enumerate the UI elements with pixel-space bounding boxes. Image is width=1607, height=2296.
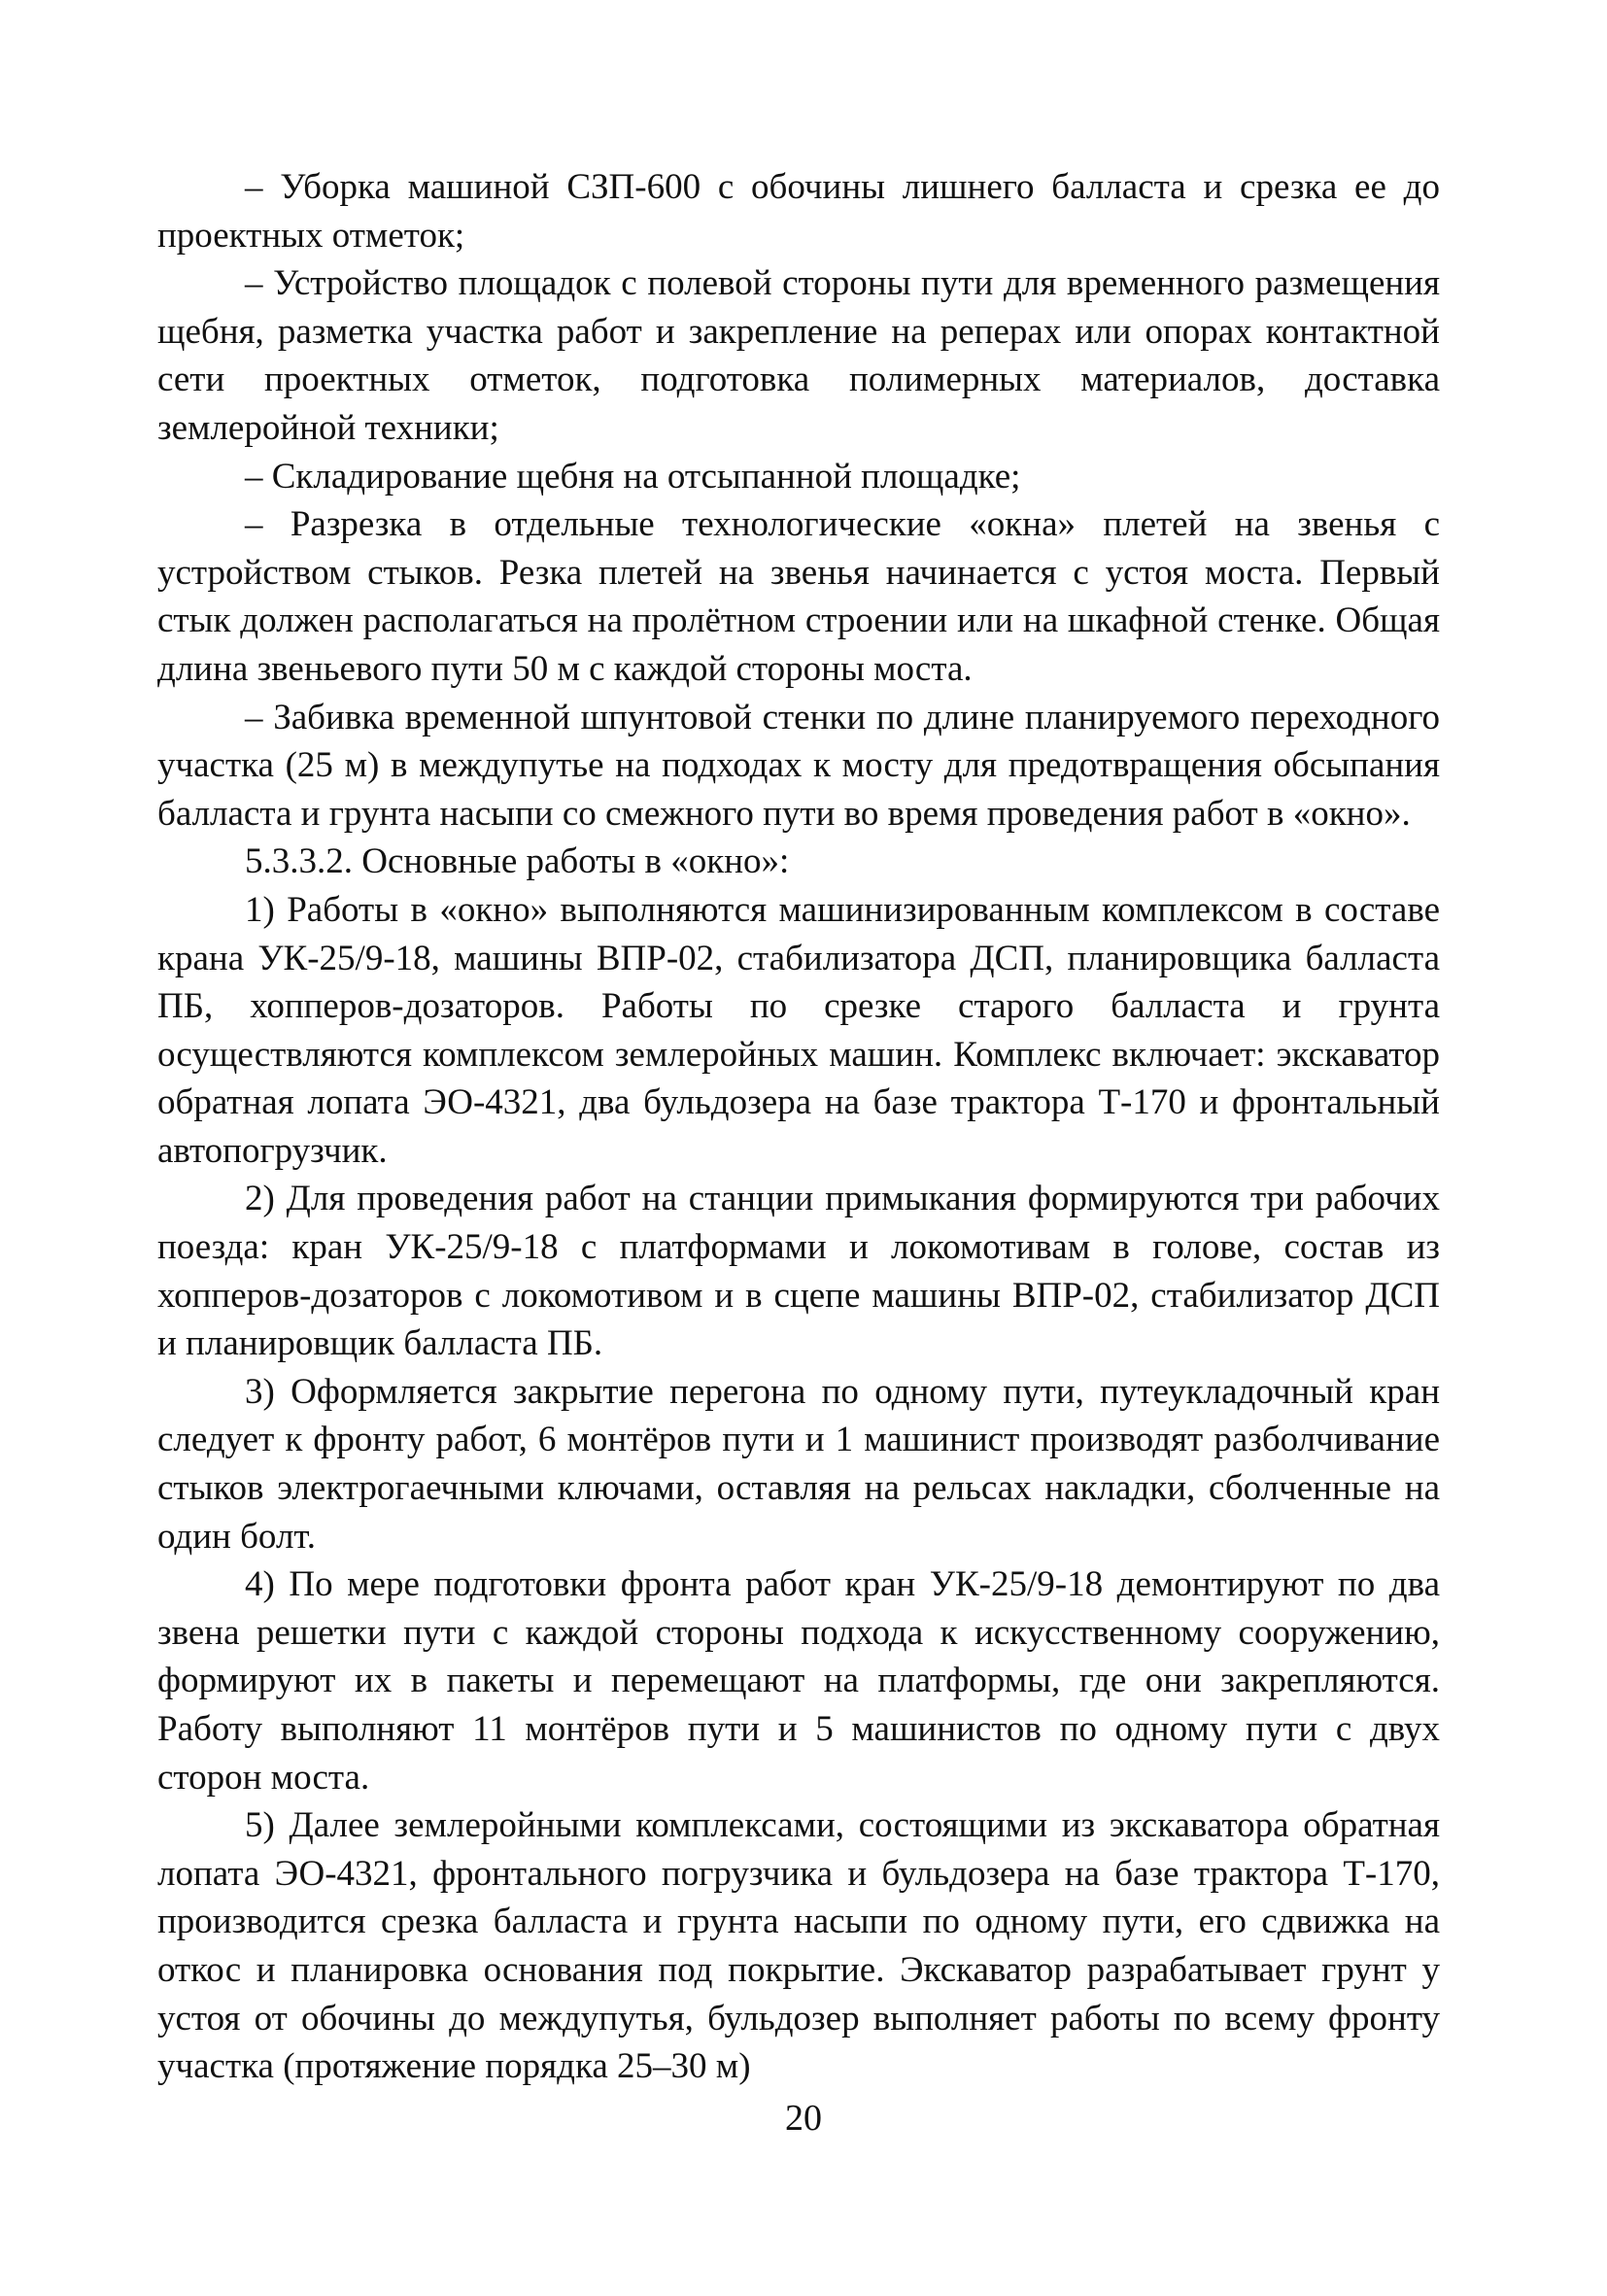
paragraph-item-4: 4) По мере подготовки фронта работ кран УК-25/9-18 демонтируют по два звена решетки пути с каждой стороны подхода к искусственному сооружению, формируют их в пакеты и перемещают на платформы, где они закрепляются. Работу выполняют 11 монтёров пути и 5 машинистов по одному пути с двух сторон моста. <box>157 1564 1440 1798</box>
body-text <box>157 163 1440 2091</box>
paragraph-item-3: 3) Оформляется закрытие перегона по одному пути, путеукладочный кран следует к фронту работ, 6 монтёров пути и 1 машинист производят разболчивание стыков электрогаечными ключами, оставляя на рельсах накладки, сболченные на один болт. <box>157 1371 1440 1557</box>
paragraph-item-1: 1) Работы в «окно» выполняются машинизированным комплексом в составе крана УК-25/9-18, машины ВПР-02, стабилизатора ДСП, планировщика балласта ПБ, хопперов-дозаторов. Работы по срезке старого балласта и грунта осуществляются комплексом землеройных машин. Комплекс включает: экскаватор обратная лопата ЭО-4321, два бульдозера на базе трактора Т-170 и фронтальный автопогрузчик. <box>157 889 1440 1171</box>
section-heading-5-3-3-2: 5.3.3.2. Основные работы в «окно»: <box>245 841 790 882</box>
paragraph-sheet-piling: – Забивка временной шпунтовой стенки по длине планируемого переходного участка (25 м) в междупутье на подходах к мосту для предотвращения обсыпания балласта и грунта насыпи со смежного пути во время проведения работ в «окно». <box>157 697 1440 834</box>
paragraph-site-preparation: – Устройство площадок с полевой стороны пути для временного размещения щебня, разметка участка работ и закрепление на реперах или опорах контактной сети проектных отметок, подготовка полимерных материалов, доставка землеройной техники; <box>157 263 1440 448</box>
paragraph-ballast-storage: – Складирование щебня на отсыпанной площадке; <box>245 456 1021 497</box>
paragraph-rail-cutting: – Разрезка в отдельные технологические «окна» плетей на звенья с устройством стыков. Резка плетей на звенья начинается с устоя моста. Первый стык должен располагаться на пролётном строении или на шкафной стенке. Общая длина звеньевого пути 50 м с каждой стороны моста. <box>157 504 1440 689</box>
paragraph-szp600-cleanup: – Уборка машиной СЗП-600 с обочины лишнего балласта и срезка ее до проектных отметок; <box>157 167 1440 256</box>
paragraph-item-2: 2) Для проведения работ на станции примыкания формируются три рабочих поезда: кран УК-25/9-18 с платформами и локомотивам в голове, состав из хопперов-дозаторов с локомотивом и в сцепе машины ВПР-02, стабилизатор ДСП и планировщик балласта ПБ. <box>157 1179 1440 1364</box>
page-number: 20 <box>785 2098 822 2139</box>
paragraph-item-5: 5) Далее землеройными комплексами, состоящими из экскаватора обратная лопата ЭО-4321, фронтального погрузчика и бульдозера на базе трактора Т-170, производится срезка балласта и грунта насыпи по одному пути, его сдвижка на откос и планировка основания под покрытие. Экскаватор разрабатывает грунт у устоя от обочины до междупутья, бульдозер выполняет работы по всему фронту участка (протяжение порядка 25–30 м) <box>157 1805 1440 2087</box>
